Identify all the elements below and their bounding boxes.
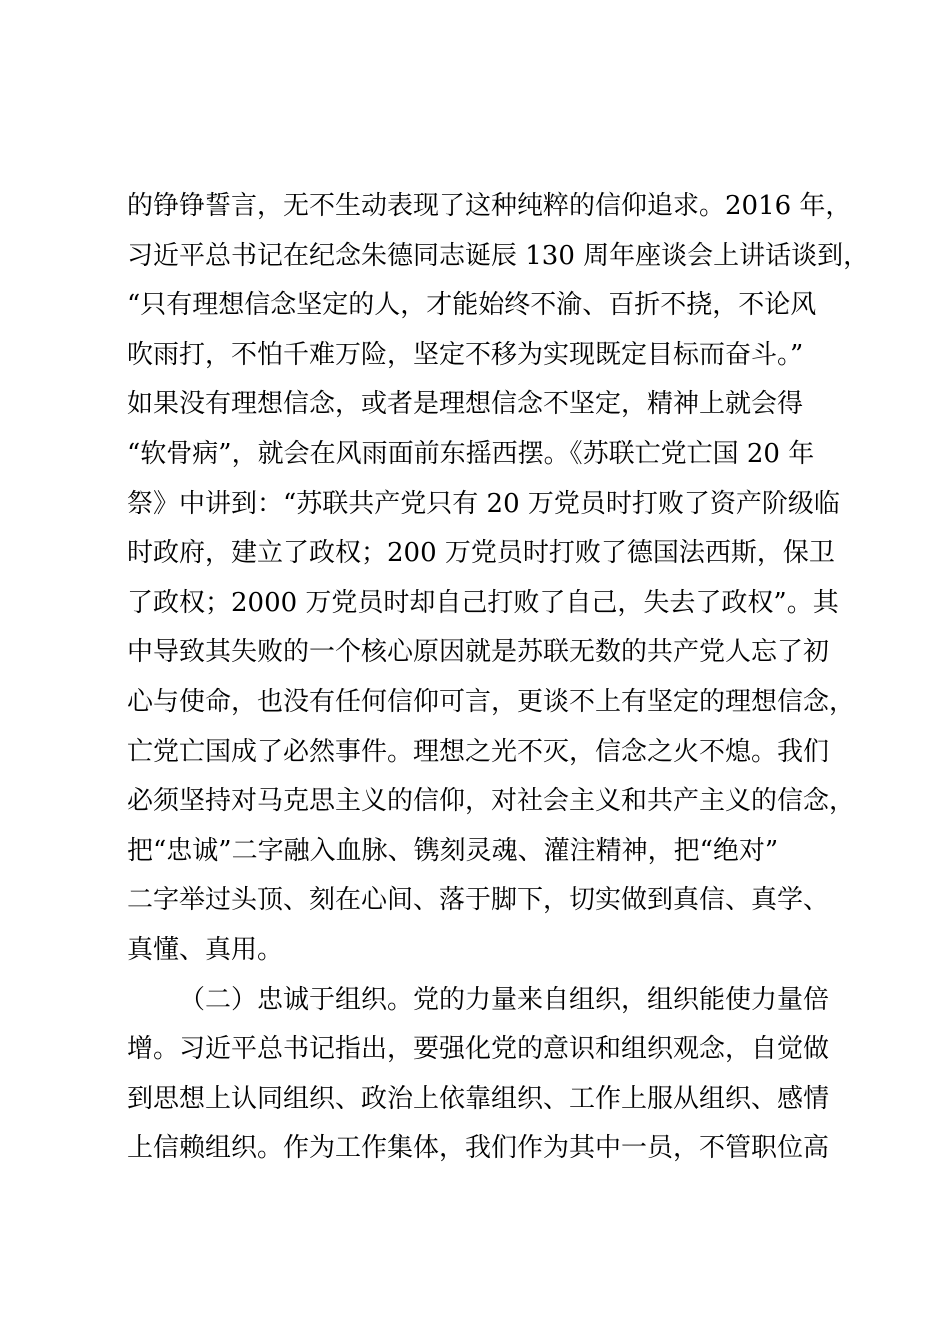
text-line: 祭》中讲到：“苏联共产党只有 20 万党员时打败了资产阶级临 xyxy=(127,488,840,519)
text-line: 真懂、真用。 xyxy=(127,934,284,965)
text-line: 时政府，建立了政权；200 万党员时打败了德国法西斯，保卫 xyxy=(127,538,835,569)
body-text xyxy=(127,182,870,1174)
text-line: 上信赖组织。作为工作集体，我们作为其中一员，不管职位高 xyxy=(127,1133,830,1164)
text-line: 把“忠诚”二字融入血脉、镌刻灵魂、灌注精神，把“绝对” xyxy=(127,835,779,866)
text-line: 习近平总书记在纪念朱德同志诞辰 130 周年座谈会上讲话谈到， xyxy=(127,240,870,271)
text-line: 中导致其失败的一个核心原因就是苏联无数的共产党人忘了初 xyxy=(127,637,830,668)
text-line: 心与使命，也没有任何信仰可言，更谈不上有坚定的理想信念， xyxy=(127,686,856,717)
text-line: “软骨病”，就会在风雨面前东摇西摆。《苏联亡党亡国 20 年 xyxy=(127,438,815,469)
text-line: 如果没有理想信念，或者是理想信念不坚定，精神上就会得 xyxy=(127,389,804,420)
text-line: 的铮铮誓言，无不生动表现了这种纯粹的信仰追求。2016 年， xyxy=(127,191,852,221)
text-line: 必须坚持对马克思主义的信仰，对社会主义和共产主义的信念， xyxy=(127,786,856,817)
text-line: 到思想上认同组织、政治上依靠组织、工作上服从组织、感情 xyxy=(127,1083,830,1114)
text-line: 亡党亡国成了必然事件。理想之光不灭，信念之火不熄。我们 xyxy=(127,736,830,767)
text-line: “只有理想信念坚定的人，才能始终不渝、百折不挠，不论风 xyxy=(127,290,817,321)
section-heading-line: （二）忠诚于组织。党的力量来自组织，组织能使力量倍 xyxy=(179,984,830,1015)
text-line: 增。习近平总书记指出，要强化党的意识和组织观念，自觉做 xyxy=(127,1034,830,1065)
text-line: 二字举过头顶、刻在心间、落于脚下，切实做到真信、真学、 xyxy=(127,885,830,916)
text-line: 吹雨打，不怕千难万险，坚定不移为实现既定目标而奋斗。” xyxy=(127,339,804,370)
text-line: 了政权；2000 万党员时却自己打败了自己，失去了政权”。其 xyxy=(127,587,839,618)
